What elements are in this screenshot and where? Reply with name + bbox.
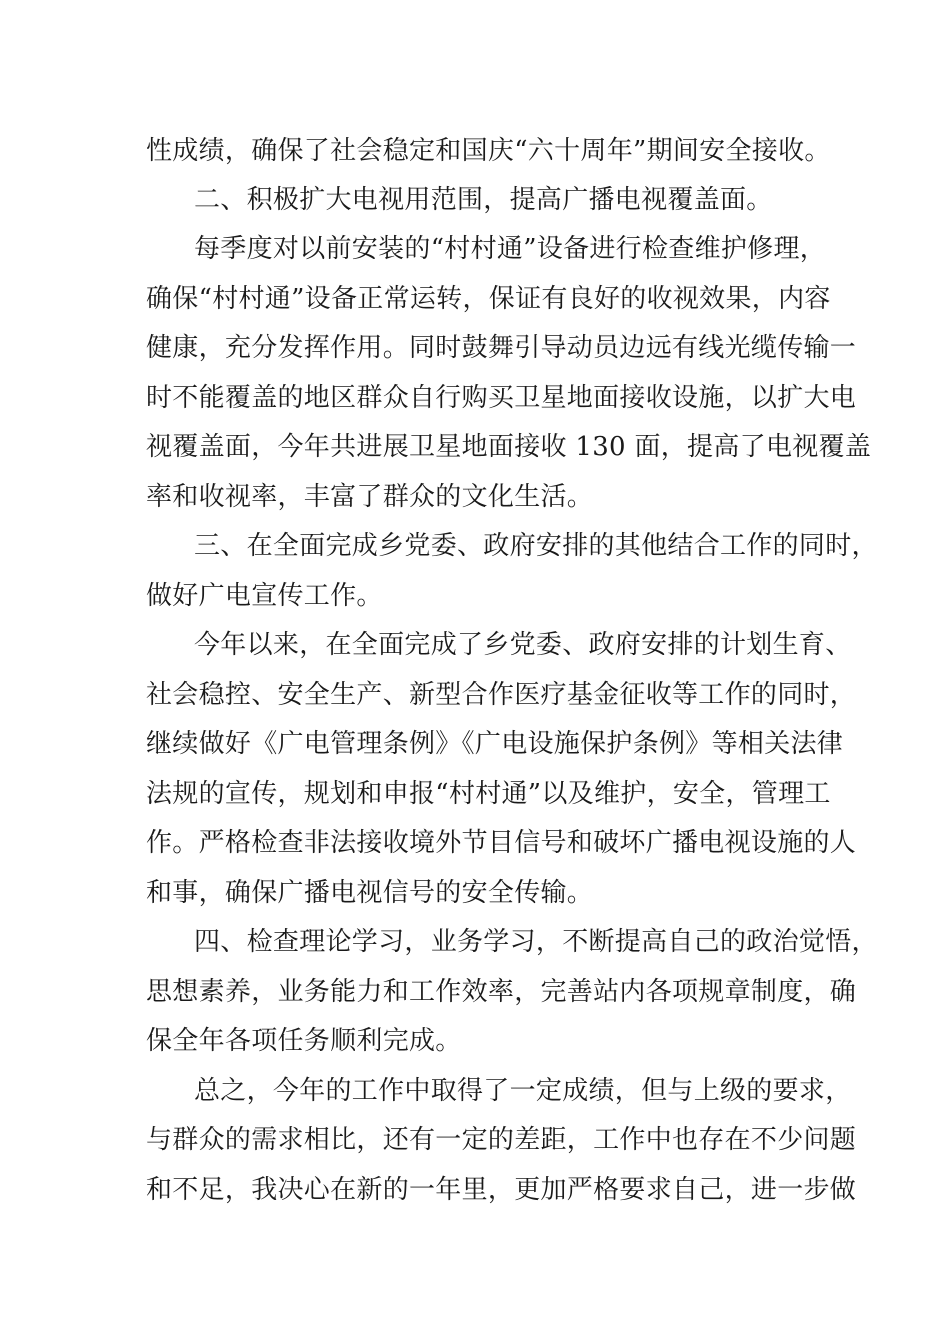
text-line: 总之，今年的工作中取得了一定成绩，但与上级的要求， xyxy=(194,1076,852,1106)
text-line: 社会稳控、安全生产、新型合作医疗基金征收等工作的同时， xyxy=(146,680,857,710)
text-line: 健康，充分发挥作用。同时鼓舞引导动员边远有线光缆传输一 xyxy=(146,333,857,363)
text-line: 思想素养，业务能力和工作效率，完善站内各项规章制度，确 xyxy=(146,977,857,1007)
section-heading: 二、积极扩大电视用范围，提高广播电视覆盖面。 xyxy=(194,185,773,215)
section-heading: 三、在全面完成乡党委、政府安排的其他结合工作的同时， xyxy=(194,531,878,561)
text-line: 和事，确保广播电视信号的安全传输。 xyxy=(146,878,594,908)
text-line: 法规的宣传，规划和申报“村村通”以及维护，安全，管理工 xyxy=(146,779,831,809)
text-line: 做好广电宣传工作。 xyxy=(146,581,383,611)
text-line: 作。严格检查非法接收境外节目信号和破坏广播电视设施的人 xyxy=(146,828,857,858)
text-line: 每季度对以前安装的“村村通”设备进行检查维护修理， xyxy=(194,234,827,264)
text-line: 视覆盖面，今年共进展卫星地面接收 130 面，提高了电视覆盖 xyxy=(146,432,872,462)
section-heading: 四、检查理论学习，业务学习，不断提高自己的政治觉悟， xyxy=(194,927,878,957)
text-line: 保全年各项任务顺利完成。 xyxy=(146,1026,462,1056)
text-line: 与群众的需求相比，还有一定的差距，工作中也存在不少问题 xyxy=(146,1125,857,1155)
text-line: 确保“村村通”设备正常运转，保证有良好的收视效果，内容 xyxy=(146,284,831,314)
text-line: 和不足，我决心在新的一年里，更加严格要求自己，进一步做 xyxy=(146,1175,857,1205)
text-line: 时不能覆盖的地区群众自行购买卫星地面接收设施，以扩大电 xyxy=(146,383,857,413)
text-line: 继续做好《广电管理条例》《广电设施保护条例》等相关法律 xyxy=(146,729,844,759)
text-line: 今年以来，在全面完成了乡党委、政府安排的计划生育、 xyxy=(194,630,852,660)
text-line: 率和收视率，丰富了群众的文化生活。 xyxy=(146,482,594,512)
text-line: 性成绩，确保了社会稳定和国庆“六十周年”期间安全接收。 xyxy=(146,136,831,166)
